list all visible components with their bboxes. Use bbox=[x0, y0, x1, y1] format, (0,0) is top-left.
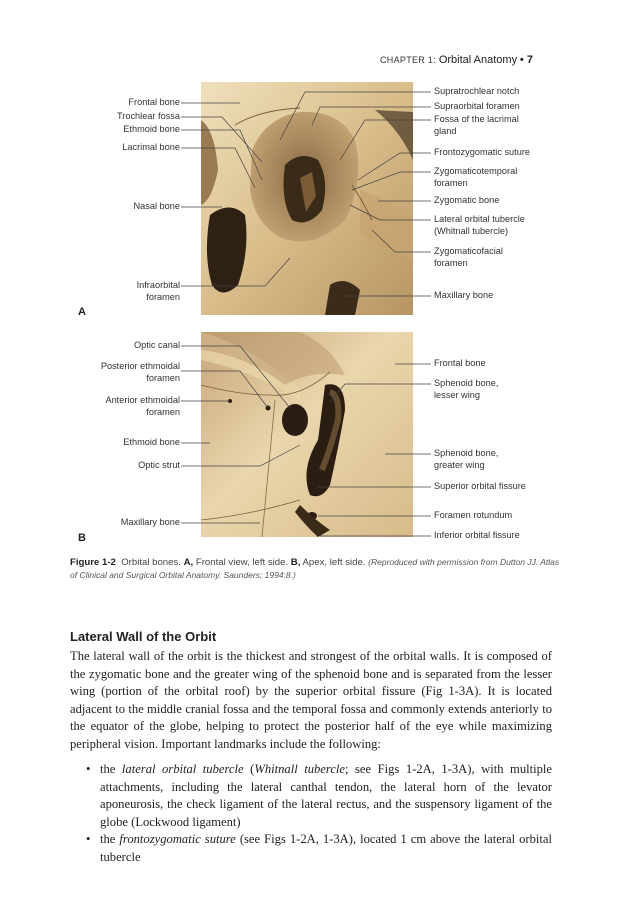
label-b-anterior-ethmoidal: Anterior ethmoidal bbox=[105, 395, 180, 405]
label-b-maxillary-bone: Maxillary bone bbox=[120, 517, 180, 527]
caption-reproduced: (Reproduced with permission from Dutton JJ. Atlas of Clinical and Surgical Orbital Anatomy. Saunders; 1994:8.) bbox=[70, 557, 560, 580]
body-paragraph: The lateral wall of the orbit is the thickest and strongest of the orbital walls. It is composed of the zygomatic bone and the greater wing of the sphenoid bone and is separated from the lesser wing (portion of the orbital roof) by the superior orbital fissure (Fig 1-3A). It is located adjacent to the middle cranial fossa and the temporal fossa and commonly extends anteriorly to the equator of the globe, helping to protect the posterior half of the eye while maximizing peripheral vision. Important landmarks include the following: bbox=[70, 649, 552, 751]
caption-text-2: Frontal view, left side. bbox=[195, 557, 289, 568]
label-a-infraorbital: Infraorbital bbox=[136, 280, 180, 290]
label-a-supratrochlear-notch: Supratrochlear notch bbox=[434, 86, 520, 96]
label-a-fossa-lacrimal: Fossa of the lacrimal bbox=[434, 114, 519, 124]
bullet1-post: ; see Figs 1-2A, 1-3A), with multiple attachments, including the lateral canthal tendon, the lateral horn of the levator aponeurosis, the check ligament of the lateral rectus, and the suspensory ligament of the globe (Lockwood ligament) bbox=[100, 762, 552, 829]
figure-caption bbox=[70, 556, 560, 582]
caption-figure-number: Figure 1-2 bbox=[70, 557, 116, 568]
landmark-list bbox=[86, 761, 552, 866]
chapter-title: Orbital Anatomy bbox=[438, 54, 518, 66]
label-a-nasal-bone: Nasal bone bbox=[133, 201, 180, 211]
caption-b: B, bbox=[290, 557, 301, 568]
label-b-inferior-orbital-fissure: Inferior orbital fissure bbox=[434, 530, 520, 540]
label-a-infraorbital-foramen: foramen bbox=[146, 292, 180, 302]
bullet2-post: (see Figs 1-2A, 1-3A), located 1 cm above the lateral orbital tubercle bbox=[100, 832, 552, 864]
panel-a-skull bbox=[201, 82, 413, 315]
label-a-maxillary-bone: Maxillary bone bbox=[434, 290, 494, 300]
bullet1-pre: the bbox=[100, 762, 122, 776]
label-b-anterior-ethmoidal-foramen: foramen bbox=[146, 407, 180, 417]
label-b-posterior-ethmoidal: Posterior ethmoidal bbox=[100, 361, 180, 371]
label-a-zygomaticotemporal: Zygomaticotemporal bbox=[434, 166, 518, 176]
caption-a: A, bbox=[183, 557, 194, 568]
label-a-fossa-lacrimal-gland: gland bbox=[434, 126, 457, 136]
label-a-lateral-orbital-tubercle: Lateral orbital tubercle bbox=[434, 214, 525, 224]
list-item bbox=[86, 761, 552, 831]
page-number: 7 bbox=[526, 54, 534, 66]
caption-text-3: Apex, left side. bbox=[302, 557, 366, 568]
bullet2-term: frontozygomatic suture bbox=[119, 832, 236, 846]
label-a-whitnall-tubercle: (Whitnall tubercle) bbox=[434, 226, 509, 236]
label-b-optic-strut: Optic strut bbox=[138, 460, 180, 470]
label-a-zygomaticofacial-foramen: foramen bbox=[434, 258, 468, 268]
label-a-ethmoid-bone: Ethmoid bone bbox=[123, 124, 180, 134]
label-a-trochlear-fossa: Trochlear fossa bbox=[117, 111, 180, 121]
label-b-superior-orbital-fissure: Superior orbital fissure bbox=[434, 481, 526, 491]
panel-a-letter: A bbox=[78, 306, 86, 318]
bullet1-term: lateral orbital tubercle bbox=[121, 762, 244, 776]
label-b-sphenoid-greater: Sphenoid bone, bbox=[434, 448, 499, 458]
chapter-label: CHAPTER 1: bbox=[380, 55, 437, 65]
section-heading: Lateral Wall of the Orbit bbox=[70, 629, 217, 644]
panel-b-letter: B bbox=[78, 532, 86, 544]
label-a-lacrimal-bone: Lacrimal bone bbox=[122, 142, 180, 152]
label-a-supraorbital-foramen: Supraorbital foramen bbox=[434, 101, 520, 111]
label-b-greater-wing: greater wing bbox=[434, 460, 485, 470]
list-item bbox=[86, 831, 552, 866]
label-b-ethmoid-bone: Ethmoid bone bbox=[123, 437, 180, 447]
bullet1-mid: ( bbox=[243, 762, 255, 776]
label-a-frontozygomatic-suture: Frontozygomatic suture bbox=[434, 147, 530, 157]
caption-text-1: Orbital bones. bbox=[121, 557, 181, 568]
label-b-sphenoid-lesser: Sphenoid bone, bbox=[434, 378, 499, 388]
label-a-zygomaticotemporal-foramen: foramen bbox=[434, 178, 468, 188]
label-b-posterior-ethmoidal-foramen: foramen bbox=[146, 373, 180, 383]
label-a-zygomatic-bone: Zygomatic bone bbox=[434, 195, 500, 205]
bullet2-pre: the bbox=[100, 832, 120, 846]
label-b-foramen-rotundum: Foramen rotundum bbox=[434, 510, 513, 520]
label-a-frontal-bone: Frontal bone bbox=[128, 97, 180, 107]
label-b-optic-canal: Optic canal bbox=[134, 340, 180, 350]
bullet1-term2: Whitnall tubercle bbox=[254, 762, 346, 776]
running-head-bullet: • bbox=[519, 54, 525, 66]
label-b-frontal-bone: Frontal bone bbox=[434, 358, 486, 368]
panel-b-apex bbox=[201, 332, 413, 537]
label-b-lesser-wing: lesser wing bbox=[434, 390, 480, 400]
label-a-zygomaticofacial: Zygomaticofacial bbox=[434, 246, 503, 256]
